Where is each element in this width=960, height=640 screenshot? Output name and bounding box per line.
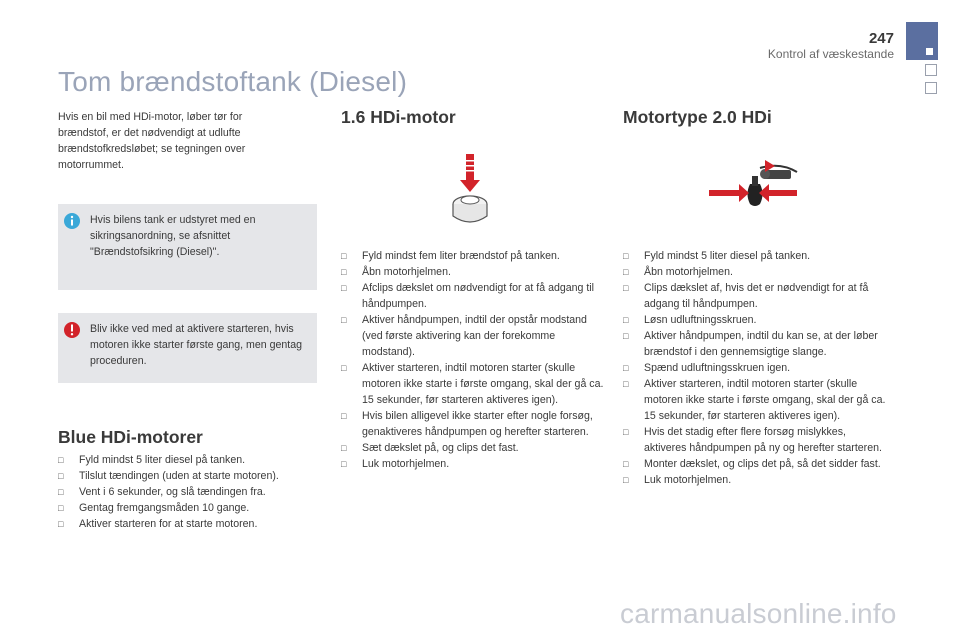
checkbox-bullet-icon: □ bbox=[341, 411, 347, 421]
list-item-text: Sæt dækslet på, og clips det fast. bbox=[362, 442, 519, 454]
checkbox-bullet-icon: □ bbox=[341, 363, 347, 373]
list-item-text: Hvis bilen alligevel ikke starter efter nogle forsøg, genaktiveres håndpumpen og herefter starteren. bbox=[362, 410, 593, 438]
checkbox-bullet-icon: □ bbox=[623, 251, 629, 261]
list-item bbox=[623, 312, 888, 328]
hand-pump-illustration bbox=[440, 152, 500, 232]
list-item-text: Hvis det stadig efter flere forsøg mislykkes, aktiveres håndpumpen på ny og herefter starteren. bbox=[644, 426, 882, 454]
info-note bbox=[58, 204, 317, 290]
list-item bbox=[341, 440, 606, 456]
chapter-tab-empty bbox=[925, 64, 937, 76]
bleed-screw-illustration bbox=[705, 160, 800, 218]
info-note-text: Hvis bilens tank er udstyret med en sikringsanordning, se afsnittet "Brændstofsikring (Diesel)". bbox=[90, 214, 256, 258]
list-item bbox=[341, 312, 606, 360]
checkbox-bullet-icon: □ bbox=[341, 251, 347, 261]
list-item-text: Fyld mindst 5 liter diesel på tanken. bbox=[644, 250, 811, 262]
list-item bbox=[623, 424, 888, 456]
list-item-text: Aktiver starteren, indtil motoren starter (skulle motoren ikke starte i første omgang, skal der gå ca. 15 sekunder, før starteren aktiveres igen). bbox=[644, 378, 886, 422]
list-item bbox=[341, 248, 606, 264]
info-icon bbox=[63, 212, 81, 230]
checkbox-bullet-icon: □ bbox=[623, 267, 629, 277]
list-item-text: Spænd udluftningsskruen igen. bbox=[644, 362, 791, 374]
intro-paragraph: Hvis en bil med HDi-motor, løber tør for brændstof, er det nødvendigt at udlufte brændstofkredsløbet; se tegningen over motorrummet. bbox=[58, 111, 246, 171]
list-item bbox=[623, 360, 888, 376]
list-item bbox=[623, 328, 888, 360]
list-item-text: Aktiver håndpumpen, indtil du kan se, at der løber brændstof i den gennemsigtige slange. bbox=[644, 330, 878, 358]
checkbox-bullet-icon: □ bbox=[58, 503, 64, 513]
checkbox-bullet-icon: □ bbox=[58, 471, 64, 481]
list-item bbox=[58, 452, 320, 468]
list-item bbox=[623, 280, 888, 312]
list-item-text: Luk motorhjelmen. bbox=[644, 474, 732, 486]
checkbox-bullet-icon: □ bbox=[623, 475, 629, 485]
engine-16-steps bbox=[341, 248, 606, 472]
list-item-text: Aktiver starteren for at starte motoren. bbox=[79, 518, 258, 530]
list-item bbox=[341, 456, 606, 472]
list-item bbox=[58, 516, 320, 532]
checkbox-bullet-icon: □ bbox=[58, 487, 64, 497]
list-item-text: Monter dækslet, og clips det på, så det sidder fast. bbox=[644, 458, 881, 470]
checkbox-bullet-icon: □ bbox=[341, 443, 347, 453]
list-item-text: Løsn udluftningsskruen. bbox=[644, 314, 757, 326]
checkbox-bullet-icon: □ bbox=[341, 283, 347, 293]
checkbox-bullet-icon: □ bbox=[623, 315, 629, 325]
list-item-text: Gentag fremgangsmåden 10 gange. bbox=[79, 502, 250, 514]
list-item-text: Afclips dækslet om nødvendigt for at få adgang til håndpumpen. bbox=[362, 282, 595, 310]
list-item bbox=[341, 264, 606, 280]
blue-hdi-heading: Blue HDi-motorer bbox=[58, 427, 203, 447]
checkbox-bullet-icon: □ bbox=[58, 455, 64, 465]
checkbox-bullet-icon: □ bbox=[341, 267, 347, 277]
checkbox-bullet-icon: □ bbox=[623, 459, 629, 469]
list-item-text: Clips dækslet af, hvis det er nødvendigt for at få adgang til håndpumpen. bbox=[644, 282, 869, 310]
tab-marker bbox=[926, 48, 933, 55]
engine-20-heading: Motortype 2.0 HDi bbox=[623, 107, 772, 127]
list-item bbox=[58, 468, 320, 484]
list-item bbox=[623, 376, 888, 424]
list-item-text: Aktiver håndpumpen, indtil der opstår modstand (ved første aktivering kan der forekomme modstand). bbox=[362, 314, 587, 358]
engine-16-heading: 1.6 HDi-motor bbox=[341, 107, 456, 127]
section-title: Kontrol af væskestande bbox=[767, 47, 894, 61]
engine-20-steps bbox=[623, 248, 888, 488]
list-item bbox=[58, 484, 320, 500]
list-item-text: Aktiver starteren, indtil motoren starter (skulle motoren ikke starte i første omgang, skal der gå ca. 15 sekunder, før starteren aktiveres igen). bbox=[362, 362, 604, 406]
page-title: Tom brændstoftank (Diesel) bbox=[58, 66, 408, 97]
chapter-tab-empty bbox=[925, 82, 937, 94]
checkbox-bullet-icon: □ bbox=[623, 363, 629, 373]
list-item-text: Åbn motorhjelmen. bbox=[644, 266, 733, 278]
warning-icon bbox=[63, 321, 81, 339]
list-item bbox=[623, 248, 888, 264]
checkbox-bullet-icon: □ bbox=[623, 331, 629, 341]
list-item bbox=[341, 280, 606, 312]
list-item-text: Luk motorhjelmen. bbox=[362, 458, 450, 470]
list-item-text: Tilslut tændingen (uden at starte motoren). bbox=[79, 470, 279, 482]
checkbox-bullet-icon: □ bbox=[623, 427, 629, 437]
page-number: 247 bbox=[868, 30, 894, 47]
checkbox-bullet-icon: □ bbox=[623, 283, 629, 293]
warning-note-text: Bliv ikke ved med at aktivere starteren, hvis motoren ikke starter første gang, men gentag proceduren. bbox=[90, 323, 302, 367]
list-item-text: Åbn motorhjelmen. bbox=[362, 266, 451, 278]
checkbox-bullet-icon: □ bbox=[341, 315, 347, 325]
checkbox-bullet-icon: □ bbox=[341, 459, 347, 469]
list-item-text: Vent i 6 sekunder, og slå tændingen fra. bbox=[79, 486, 266, 498]
chapter-tab bbox=[906, 22, 938, 60]
blue-hdi-steps bbox=[58, 452, 320, 532]
warning-note bbox=[58, 313, 317, 383]
list-item bbox=[341, 360, 606, 408]
list-item bbox=[341, 408, 606, 440]
list-item-text: Fyld mindst fem liter brændstof på tanken. bbox=[362, 250, 560, 262]
watermark: carmanualsonline.info bbox=[620, 598, 897, 629]
checkbox-bullet-icon: □ bbox=[623, 379, 629, 389]
list-item bbox=[623, 456, 888, 472]
list-item bbox=[623, 264, 888, 280]
list-item bbox=[58, 500, 320, 516]
list-item bbox=[623, 472, 888, 488]
list-item-text: Fyld mindst 5 liter diesel på tanken. bbox=[79, 454, 246, 466]
checkbox-bullet-icon: □ bbox=[58, 519, 64, 529]
